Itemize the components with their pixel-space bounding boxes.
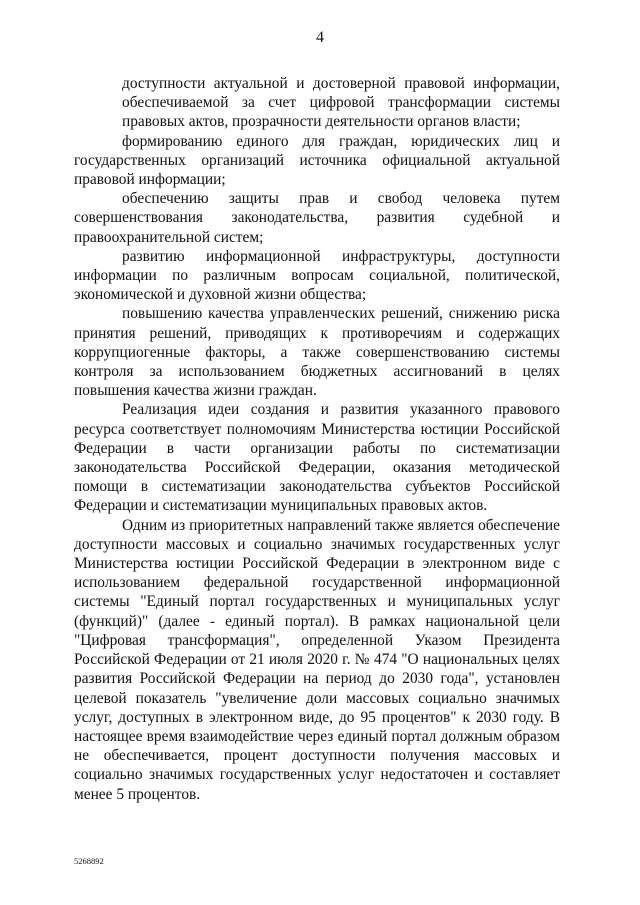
document-body [74, 74, 560, 804]
page-number: 4 [316, 29, 324, 46]
paragraph-6: Реализация идеи создания и развития указанного правового ресурса соответствует полномочиям Министерства юстиции Российской Федерации в части организации работы по систематизации законодательства Российской Федерации, оказания методической помощи в систематизации законодательства субъектов Российской Федерации и систематизации муниципальных правовых актов. [74, 401, 560, 515]
paragraph-3: обеспечению защиты прав и свобод человека путем совершенствования законодательства, развития судебной и правоохранительной систем; [74, 190, 560, 246]
paragraph-1: доступности актуальной и достоверной правовой информации, обеспечиваемой за счет цифровой трансформации системы правовых актов, прозрачности деятельности органов власти; [122, 75, 560, 131]
paragraph-2: формированию единого для граждан, юридических лиц и государственных организаций источника официальной актуальной правовой информации; [74, 132, 560, 189]
document-code: 5268892 [74, 856, 104, 866]
paragraph-7: Одним из приоритетных направлений также является обеспечение доступности массовых и социально значимых государственных услуг Министерства юстиции Российской Федерации в электронном виде с использованием федеральной государственной информационной системы "Единый портал государственных и муниципальных услуг (функций)" (далее - единый портал). В рамках национальной цели "Цифровая трансформация", определенной Указом Президента Российской Федерации от 21 июля 2020 г. № 474 "О национальных целях развития Российской Федерации на период до 2030 года", установлен целевой показатель "увеличение доли массовых социально значимых услуг, доступных в электронном виде, до 95 процентов" к 2030 году. В настоящее время взаимодействие через единый портал должным образом не обеспечивается, процент доступности получения массовых и социально значимых государственных услуг недостаточен и составляет менее 5 процентов. [74, 516, 560, 803]
paragraph-5: повышению качества управленческих решений, снижению риска принятия решений, приводящих к противоречиям и содержащих коррупциогенные факторы, а также совершенствованию системы контроля за использованием бюджетных ассигнований в целях повышения качества жизни граждан. [74, 305, 560, 400]
paragraph-4: развитию информационной инфраструктуры, доступности информации по различным вопросам социальной, политической, экономической и духовной жизни общества; [74, 247, 560, 304]
